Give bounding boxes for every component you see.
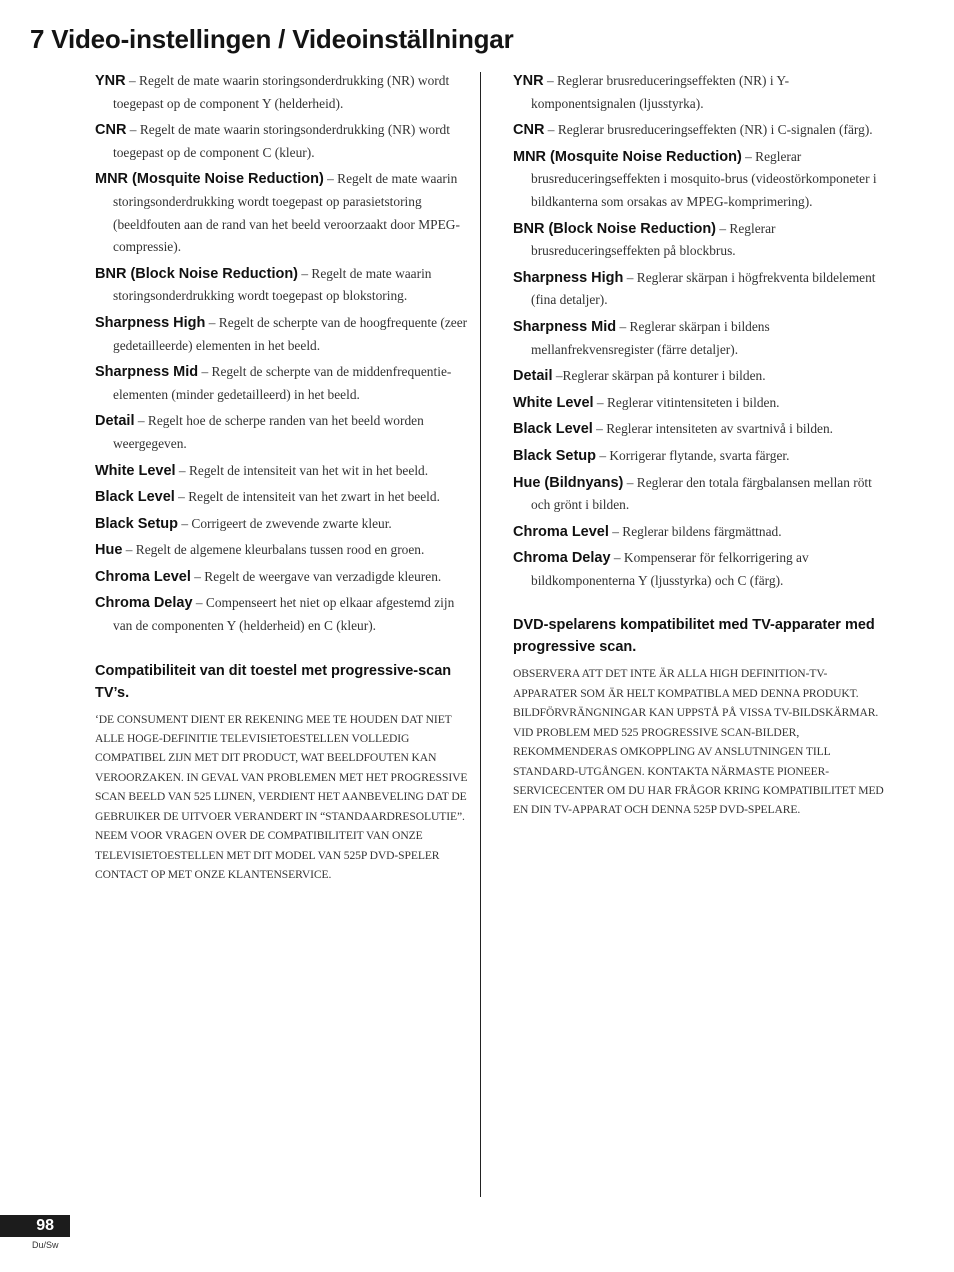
setting-description: Regelt de mate waarin storingsonderdrukking wordt toegepast op blokstoring.: [113, 265, 432, 304]
setting-term: Chroma Level: [513, 523, 609, 540]
setting-entry: [95, 460, 473, 483]
term-separator: –: [126, 122, 140, 138]
right-entry-list: [513, 70, 891, 592]
setting-entry: [95, 168, 473, 258]
setting-description: Reglerar brusreduceringseffekten (NR) i Y-komponentsignalen (ljusstyrka).: [531, 73, 790, 111]
setting-description: Regelt hoe de scherpe randen van het beeld worden weergegeven.: [113, 413, 424, 451]
setting-entry: [513, 70, 891, 115]
setting-entry: [95, 486, 473, 509]
setting-description: Reglerar brusreduceringseffekten i mosquito-brus (videostörkomponeter i bildkanterna som orsakas av MPEG-komprimering).: [531, 148, 877, 209]
term-separator: –: [178, 515, 192, 531]
setting-term: MNR (Mosquite Noise Reduction): [95, 171, 324, 188]
setting-term: Black Setup: [513, 447, 596, 464]
setting-term: White Level: [513, 394, 594, 411]
term-separator: –: [592, 421, 607, 437]
term-separator: –: [205, 314, 219, 330]
term-separator: –: [134, 413, 148, 429]
setting-description: Regelt de algemene kleurbalans tussen rood en groen.: [135, 542, 425, 558]
setting-description: Reglerar skärpan på konturer i bilden.: [562, 368, 766, 384]
setting-term: Sharpness Mid: [95, 364, 199, 381]
setting-entry: [95, 119, 473, 164]
term-separator: –: [543, 73, 558, 88]
setting-term: Chroma Delay: [95, 595, 193, 612]
setting-entry: [513, 146, 891, 214]
term-separator: –: [552, 368, 563, 384]
term-separator: –: [616, 318, 630, 334]
setting-term: Chroma Level: [95, 568, 191, 585]
setting-entry: [513, 316, 891, 361]
term-separator: –: [623, 474, 637, 490]
right-section-heading: DVD-spelarens kompatibilitet med TV-apparater med progressive scan.: [513, 617, 875, 656]
setting-entry: [95, 410, 473, 455]
setting-description: Reglerar den totala färgbalansen mellan rött och grönt i bilden.: [531, 474, 872, 513]
setting-description: Regelt de intensiteit van het zwart in het beeld.: [188, 489, 440, 505]
setting-entry: [513, 521, 891, 544]
setting-term: Hue (Bildnyans): [513, 474, 624, 491]
term-separator: –: [623, 269, 637, 285]
term-separator: –: [544, 122, 558, 138]
setting-description: Corrigeert de zwevende zwarte kleur.: [191, 515, 392, 531]
setting-entry: [513, 392, 891, 415]
setting-entry: [513, 365, 891, 388]
term-separator: –: [198, 364, 212, 380]
setting-entry: [95, 70, 473, 115]
setting-description: Reglerar vitintensiteten i bilden.: [606, 394, 780, 410]
setting-entry: [95, 513, 473, 536]
left-compatibility-notice: ‘DE CONSUMENT DIENT ER REKENING MEE TE HOUDEN DAT NIET ALLE HOGE-DEFINITIE TELEVISIETOESTELLEN VOLLEDIG COMPATIBEL ZIJN MET DIT PRODUCT, WAT BEELDFOUTEN KAN VEROORZAKEN. IN GEVAL VAN PROBLEMEN MET HET PROGRESSIVE SCAN BEELD VAN 525 LIJNEN, VERDIENT HET AANBEVELING DAT DE GEBRUIKER DE UITVOER VERANDERT IN “STANDAARDRESOLUTIE”. NEEM VOOR VRAGEN OVER DE COMPATIBILITEIT VAN ONZE TELEVISIETOESTELLEN MET DIT MODEL VAN 525P DVD-SPELER CONTACT OP MET ONZE KLANTENSERVICE.: [95, 712, 468, 881]
setting-term: Detail: [513, 368, 553, 385]
right-compatibility-notice: OBSERVERA ATT DET INTE ÄR ALLA HIGH DEFINITION-TV-APPARATER SOM ÄR HELT KOMPATIBLA MED DENNA PRODUKT. BILDFÖRVRÄNGNINGAR KAN UPPSTÅ PÅ VISSA TV-BILDSKÄRMAR. VID PROBLEM MED 525 PROGRESSIVE SCAN-BILDER, REKOMMENDERAS OMKOPPLING AV ANSLUTNINGEN TILL STANDARD-UTGÅNGEN. KONTAKTA NÄRMASTE PIONEER-SERVICECENTER OM DU HAR FRÅGOR KRING KOMPATIBILITET MED EN DIN TV-APPARAT OCH DENNA 525P DVD-SPELARE.: [513, 667, 884, 817]
setting-description: Reglerar skärpan i bildens mellanfrekvensregister (färre detaljer).: [531, 318, 770, 357]
term-separator: –: [593, 394, 607, 410]
setting-description: Reglerar brusreduceringseffekten (NR) i C-signalen (färg).: [557, 122, 873, 138]
chapter-title: 7 Video-instellingen / Videoinställningar: [30, 24, 514, 54]
setting-description: Regelt de mate waarin storingsonderdrukking (NR) wordt toegepast op de component Y (helderheid).: [113, 73, 450, 111]
setting-description: Regelt de weergave van verzadigde kleuren.: [204, 568, 442, 584]
setting-term: Hue: [95, 542, 123, 559]
setting-description: Kompenserar för felkorrigering av bildkomponenterna Y (ljusstyrka) och C (färg).: [531, 550, 809, 588]
setting-entry: [95, 539, 473, 562]
setting-description: Regelt de scherpte van de middenfrequentie-elementen (minder gedetailleerd) in het beeld.: [113, 364, 452, 402]
term-separator: –: [608, 523, 623, 539]
term-separator: –: [174, 489, 189, 505]
term-separator: –: [192, 595, 206, 611]
term-separator: –: [190, 568, 205, 584]
left-section-heading: Compatibiliteit van dit toestel met progressive-scan TV’s.: [95, 662, 452, 701]
setting-term: White Level: [95, 462, 176, 479]
setting-term: Detail: [95, 413, 135, 430]
setting-entry: [95, 312, 473, 357]
setting-term: Sharpness High: [95, 314, 206, 331]
setting-term: Black Setup: [95, 515, 178, 532]
setting-term: Black Level: [95, 489, 175, 506]
setting-entry: [95, 263, 473, 308]
setting-entry: [513, 267, 891, 312]
setting-term: CNR: [95, 122, 127, 139]
term-separator: –: [716, 220, 730, 236]
setting-description: Reglerar skärpan i högfrekventa bildelement (fina detaljer).: [531, 269, 876, 308]
term-separator: –: [175, 462, 189, 478]
setting-entry: [95, 361, 473, 406]
setting-term: Black Level: [513, 421, 593, 438]
setting-term: Sharpness Mid: [513, 318, 617, 335]
setting-term: Sharpness High: [513, 269, 624, 286]
setting-term: BNR (Block Noise Reduction): [513, 220, 717, 237]
column-divider: [480, 72, 481, 1197]
right-column-swedish: [513, 70, 891, 820]
setting-entry: [513, 119, 891, 142]
term-separator: –: [298, 265, 312, 281]
setting-term: Chroma Delay: [513, 550, 611, 567]
setting-description: Reglerar bildens färgmättnad.: [622, 523, 782, 539]
setting-entry: [513, 218, 891, 263]
setting-entry: [95, 592, 473, 637]
term-separator: –: [596, 447, 610, 463]
setting-term: YNR: [513, 73, 544, 89]
setting-entry: [95, 566, 473, 589]
term-separator: –: [125, 73, 140, 88]
left-entry-list: [95, 70, 473, 638]
setting-description: Korrigerar flytande, svarta färger.: [609, 447, 790, 463]
term-separator: –: [122, 542, 136, 558]
setting-description: Regelt de intensiteit van het wit in het beeld.: [188, 462, 429, 478]
setting-description: Regelt de mate waarin storingsonderdrukking (NR) wordt toegepast op de component C (kleur).: [113, 122, 450, 160]
setting-term: BNR (Block Noise Reduction): [95, 265, 299, 282]
setting-entry: [513, 547, 891, 592]
term-separator: –: [323, 171, 338, 187]
term-separator: –: [741, 148, 756, 164]
page-number: 98: [0, 1215, 70, 1237]
setting-term: CNR: [513, 122, 545, 139]
setting-entry: [513, 445, 891, 468]
setting-description: Regelt de scherpte van de hoogfrequente (zeer gedetailleerde) elementen in het beeld.: [113, 314, 468, 353]
setting-entry: [513, 418, 891, 441]
setting-term: MNR (Mosquite Noise Reduction): [513, 148, 742, 165]
setting-description: Regelt de mate waarin storingsonderdrukking wordt toegepast op parasietstoring (beeldfouten aan de rand van het beeld veroorzaakt door MPEG-compressie).: [113, 171, 460, 255]
setting-description: Reglerar brusreduceringseffekten på blockbrus.: [531, 220, 776, 259]
language-code: Du/Sw: [32, 1240, 59, 1250]
term-separator: –: [610, 550, 624, 566]
setting-description: Reglerar intensiteten av svartnivå i bilden.: [606, 421, 834, 437]
setting-entry: [513, 472, 891, 517]
setting-description: Compenseert het niet op elkaar afgestemd zijn van de componenten Y (helderheid) en C (kleur).: [113, 595, 455, 634]
left-column-dutch: [95, 70, 473, 884]
setting-term: YNR: [95, 73, 126, 89]
